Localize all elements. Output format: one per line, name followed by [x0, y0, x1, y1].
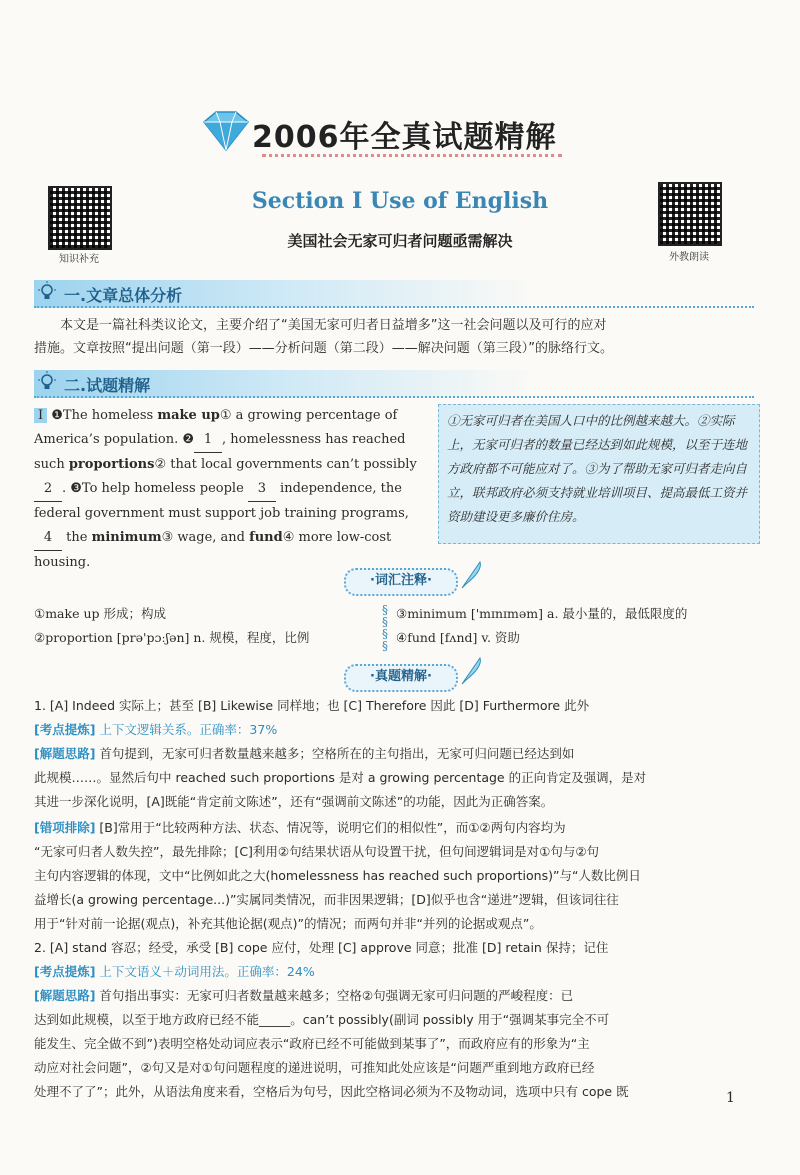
vocab-item: ②proportion [prə'pɔːʃən] n. 规模，程度，比例 — [34, 630, 310, 645]
analysis-paragraph — [34, 314, 754, 360]
quill-icon — [458, 560, 484, 590]
passage-text: ② that local governments can’t possibly — [154, 457, 417, 472]
analysis-line: 措施。文章按照“提出问题（第一段）——分析问题（第二段）——解决问题（第三段）”的脉络行文。 — [34, 341, 613, 356]
passage-keyword: make up — [157, 408, 220, 423]
q1-idea — [34, 742, 754, 814]
passage-text: the — [62, 530, 92, 545]
explain-heading-bar — [34, 370, 754, 398]
blank-3[interactable]: 3 — [248, 477, 276, 502]
tag-label: [解题思路] — [34, 988, 96, 1003]
qr-left-label: 知识补充 — [59, 254, 99, 265]
tag-label: [考点提炼] — [34, 722, 96, 737]
text-line: 用于“针对前一论据(观点)，补充其他论据(观点)”的情况；而两句并非“并列的论据或观点”。 — [34, 916, 542, 931]
text-line: 其进一步深化说明，[A]既能“肯定前文陈述”，还有“强调前文陈述”的功能，因此为正确答案。 — [34, 794, 554, 809]
passage-text: ❶The homeless — [51, 408, 158, 423]
vocab-item: ①make up 形成；构成 — [34, 606, 166, 621]
text-line: 首句指出事实：无家可归者数量越来越多；空格②句强调无家可归问题的严峻程度：已 — [99, 988, 574, 1003]
quill-icon — [458, 656, 484, 686]
reading-passage — [34, 404, 430, 575]
translation-box: ①无家可归者在美国人口中的比例越来越大。②实际上，无家可归者的数量已经达到如此规模，以至于连地方政府都不可能应对了。③为了帮助无家可归者走向自立，联邦政府必须支持就业培训项目、提高最低工资并资助建设更多廉价住房。 — [438, 404, 760, 544]
analysis-line: 本文是一篇社科类议论文，主要介绍了“美国无家可归者日益增多”这一社会问题以及可行的应对 — [60, 318, 607, 333]
title-underline — [262, 154, 562, 161]
passage-text: ① a growing percentage of America’s population. ❷ — [34, 408, 398, 447]
analysis-heading-bar — [34, 280, 754, 308]
text-line: 主句内容逻辑的体现，文中“比例如此之大(homelessness has reached such proportions)”与“人数比例日 — [34, 868, 641, 883]
vocab-item: ③minimum ['mɪnɪməm] a. 最小量的，最低限度的 — [396, 606, 688, 621]
analysis-heading: 一.文章总体分析 — [64, 286, 183, 305]
text-line: “无家可归者人数失控”，最先排除；[C]利用②句结果状语从句设置干扰，但句间逻辑词是对①句与②句 — [34, 844, 600, 859]
answers-pill: ·真题精解· — [344, 664, 458, 692]
vocab-divider: § § § § — [382, 603, 388, 653]
passage-text: independence, the federal government must support job training programs, — [34, 481, 409, 521]
passage-keyword: proportions — [68, 457, 155, 472]
explain-heading: 二.试题精解 — [64, 376, 151, 395]
diamond-icon — [198, 108, 254, 154]
q2-idea — [34, 984, 754, 1104]
tag-label: [解题思路] — [34, 746, 96, 761]
q1-key-point — [34, 718, 754, 742]
tag-text: 上下文语义＋动词用法。正确率：24% — [99, 964, 315, 979]
page-title: 2006年全真试题精解 — [252, 120, 557, 155]
q1-options: 1. [A] Indeed 实际上；甚至 [B] Likewise 同样地；也 [C] Therefore 因此 [D] Furthermore 此外 — [34, 698, 590, 713]
passage-keyword: fund — [249, 530, 283, 545]
tag-text: 上下文逻辑关系。正确率：37% — [99, 722, 278, 737]
text-line: 达到如此规模，以至于地方政府已经不能_____。can’t possibly(副词 possibly 用于“强调某事完全不可 — [34, 1012, 610, 1027]
blank-2[interactable]: 2 — [34, 477, 62, 502]
passage-text: , homelessness has reached such — [34, 432, 406, 472]
passage-text: . ❸To help homeless people — [62, 481, 248, 496]
vocab-item: ④fund [fʌnd] v. 资助 — [396, 630, 520, 645]
vocab-pill: ·词汇注释· — [344, 568, 458, 596]
blank-4[interactable]: 4 — [34, 526, 62, 551]
text-line: 动应对社会问题”，②句又是对①句问题程度的递进说明，可推知此处应该是“问题严重到地方政府已经 — [34, 1060, 595, 1075]
passage-keyword: minimum — [91, 530, 162, 545]
text-line: 处理不了了”；此外，从语法角度来看，空格后为句号，因此空格词必须为不及物动词，选项中只有 cope 既 — [34, 1084, 629, 1099]
lightbulb-icon — [36, 281, 58, 303]
text-line: 益增长(a growing percentage...)”实属同类情况，而非因果逻辑；[D]似乎也含“递进”逻辑，但该词往往 — [34, 892, 619, 907]
passage-text: ③ wage, and — [161, 530, 250, 545]
text-line: 此规模……。显然后句中 reached such proportions 是对 a growing percentage 的正向肯定及强调，是对 — [34, 770, 647, 785]
q2-key-point — [34, 960, 754, 984]
blank-1[interactable]: 1 — [194, 428, 222, 453]
qr-right-label: 外教朗读 — [669, 252, 709, 263]
tag-label: [考点提炼] — [34, 964, 96, 979]
q2-options: 2. [A] stand 容忍；经受，承受 [B] cope 应付，处理 [C] approve 同意；批准 [D] retain 保持；记住 — [34, 940, 609, 955]
article-subtitle: 美国社会无家可归者问题亟需解决 — [287, 232, 513, 250]
text-line: [B]常用于“比较两种方法、状态、情况等，说明它们的相似性”，而①②两句内容均为 — [99, 820, 566, 835]
passage-text: ④ more low-cost housing. — [34, 530, 392, 570]
text-line: 首句提到，无家可归者数量越来越多；空格所在的主句指出，无家可归问题已经达到如 — [99, 746, 575, 761]
page-number: 1 — [726, 1090, 735, 1106]
q1-error-elimination — [34, 816, 754, 936]
text-line: 能发生、完全做不到”)表明空格处动词应表示“政府已经不可能做到某事了”，而政府应有的形象为“主 — [34, 1036, 590, 1051]
paragraph-mark: Ⅰ — [34, 408, 47, 423]
section-title: Section Ⅰ Use of English — [251, 188, 549, 214]
tag-label: [错项排除] — [34, 820, 96, 835]
lightbulb-icon — [36, 371, 58, 393]
